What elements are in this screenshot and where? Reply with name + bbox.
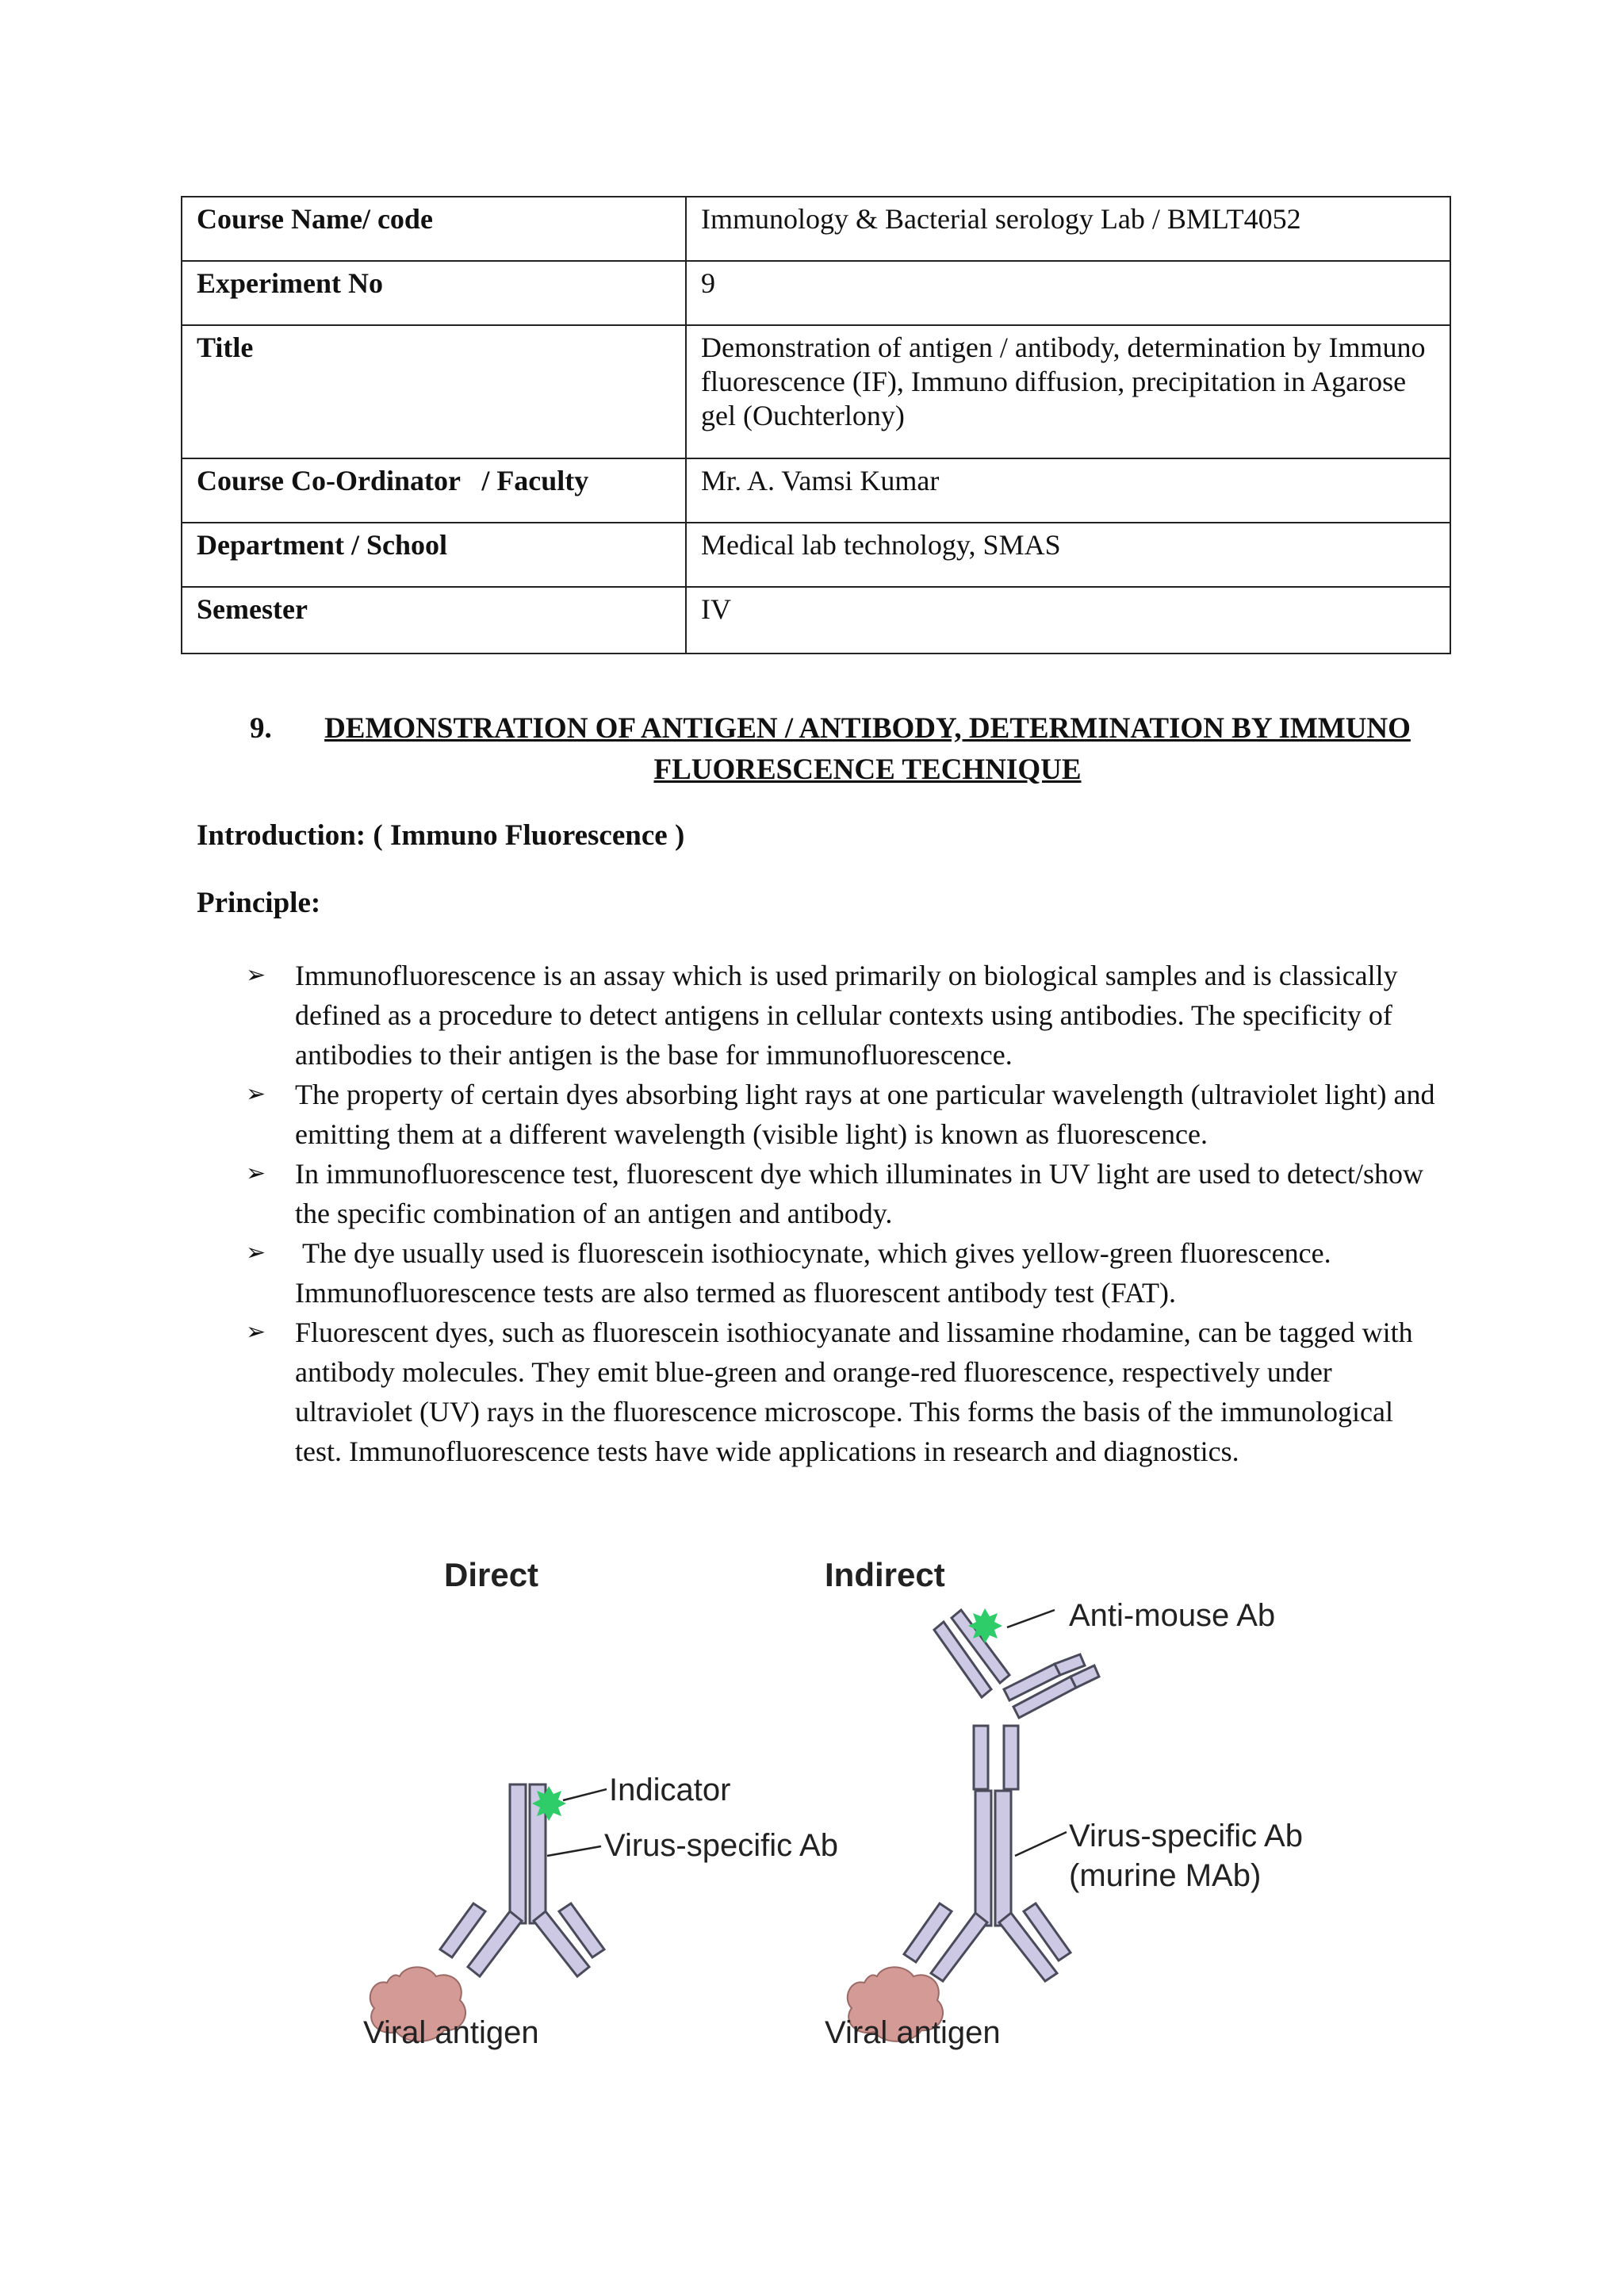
leader-line [547, 1846, 601, 1856]
coordinator-label: Course Co-Ordinator / Faculty [182, 458, 686, 523]
semester-value: IV [686, 587, 1450, 654]
indirect-virus-specific-ab-label: Virus-specific Ab [1069, 1819, 1303, 1853]
section-title: DEMONSTRATION OF ANTIGEN / ANTIBODY, DETERMINATION BY IMMUNO FLUORESCENCE TECHNIQUE [324, 712, 1411, 786]
table-row [182, 261, 1450, 325]
introduction-heading: Introduction: ( Immuno Fluorescence ) [197, 819, 685, 852]
indirect-viral-antigen-label: Viral antigen [825, 2015, 1001, 2050]
course-name-value: Immunology & Bacterial serology Lab / BMLT4052 [686, 197, 1450, 261]
course-name-label: Course Name/ code [182, 197, 686, 261]
list-item: ➢ Immunofluorescence is an assay which is used primarily on biological samples and is classically defined as a procedure to detect antigens in cellular contexts using antibodies. The specificity of antibodies to their antigen is the base for immunofluorescence. [246, 956, 1435, 1075]
list-item: ➢ Fluorescent dyes, such as fluorescein isothiocyanate and lissamine rhodamine, can be tagged with antibody molecules. They emit blue-green and orange-red fluorescence, respectively under ultraviolet (UV) rays in the fluorescence microscope. This forms the basis of the immunological test. Immunofluorescence tests have wide applications in research and diagnostics. [246, 1313, 1435, 1471]
arrow-bullet-icon: ➢ [246, 961, 266, 989]
list-item: ➢ The dye usually used is fluorescein isothiocynate, which gives yellow-green fluorescence. Immunofluorescence tests are also termed as fluorescent antibody test (FAT). [246, 1233, 1435, 1313]
experiment-no-value: 9 [686, 261, 1450, 325]
immunofluorescence-diagram [317, 1539, 1348, 2078]
direct-virus-specific-ab-label: Virus-specific Ab [604, 1828, 838, 1863]
coordinator-value: Mr. A. Vamsi Kumar [686, 458, 1450, 523]
table-row [182, 458, 1450, 523]
antibody-chain [510, 1784, 526, 1923]
section-heading [238, 708, 1435, 791]
experiment-no-label: Experiment No [182, 261, 686, 325]
leader-line [563, 1789, 607, 1800]
indirect-diagram [825, 1556, 1303, 2050]
anti-mouse-ab-label: Anti-mouse Ab [1069, 1598, 1276, 1633]
antibody-chain [440, 1903, 485, 1957]
table-row [182, 197, 1450, 261]
antibody-chain [1004, 1726, 1018, 1789]
direct-indicator-star [532, 1786, 566, 1821]
semester-label: Semester [182, 587, 686, 654]
leader-line [1007, 1610, 1055, 1627]
direct-diagram [363, 1556, 838, 2050]
arrow-bullet-icon: ➢ [246, 1080, 266, 1108]
title-label: Title [182, 325, 686, 458]
department-value: Medical lab technology, SMAS [686, 523, 1450, 587]
list-item: ➢ The property of certain dyes absorbing light rays at one particular wavelength (ultraviolet light) and emitting them at a different wavelength (visible light) is known as fluorescence. [246, 1075, 1435, 1154]
principle-heading: Principle: [197, 887, 321, 919]
table-row [182, 587, 1450, 654]
list-item: ➢ In immunofluorescence test, fluorescent dye which illuminates in UV light are used to detect/show the specific combination of an antigen and antibody. [246, 1154, 1435, 1233]
arrow-bullet-icon: ➢ [246, 1318, 266, 1346]
arrow-bullet-icon: ➢ [246, 1239, 266, 1267]
direct-virus-specific-antibody [440, 1784, 604, 1976]
course-info-table [181, 196, 1451, 654]
murine-mab-label: (murine MAb) [1069, 1858, 1262, 1893]
antibody-chain [974, 1726, 988, 1789]
direct-title: Direct [444, 1556, 539, 1593]
department-label: Department / School [182, 523, 686, 587]
anti-mouse-antibody [934, 1610, 1099, 1789]
table-row [182, 325, 1450, 458]
table-row [182, 523, 1450, 587]
indirect-indicator-star [968, 1608, 1002, 1643]
antibody-chain [975, 1791, 991, 1926]
indicator-label: Indicator [609, 1773, 731, 1807]
leader-line [1015, 1832, 1067, 1856]
direct-viral-antigen-label: Viral antigen [363, 2015, 539, 2050]
indirect-title: Indirect [825, 1556, 945, 1593]
arrow-bullet-icon: ➢ [246, 1159, 266, 1187]
section-number: 9. [250, 712, 272, 745]
indirect-virus-specific-antibody [904, 1791, 1071, 1981]
antibody-chain [995, 1791, 1011, 1926]
principle-list [246, 956, 1435, 1471]
title-value: Demonstration of antigen / antibody, determination by Immuno fluorescence (IF), Immuno diffusion, precipitation in Agarose gel (Ouchterlony) [686, 325, 1450, 458]
